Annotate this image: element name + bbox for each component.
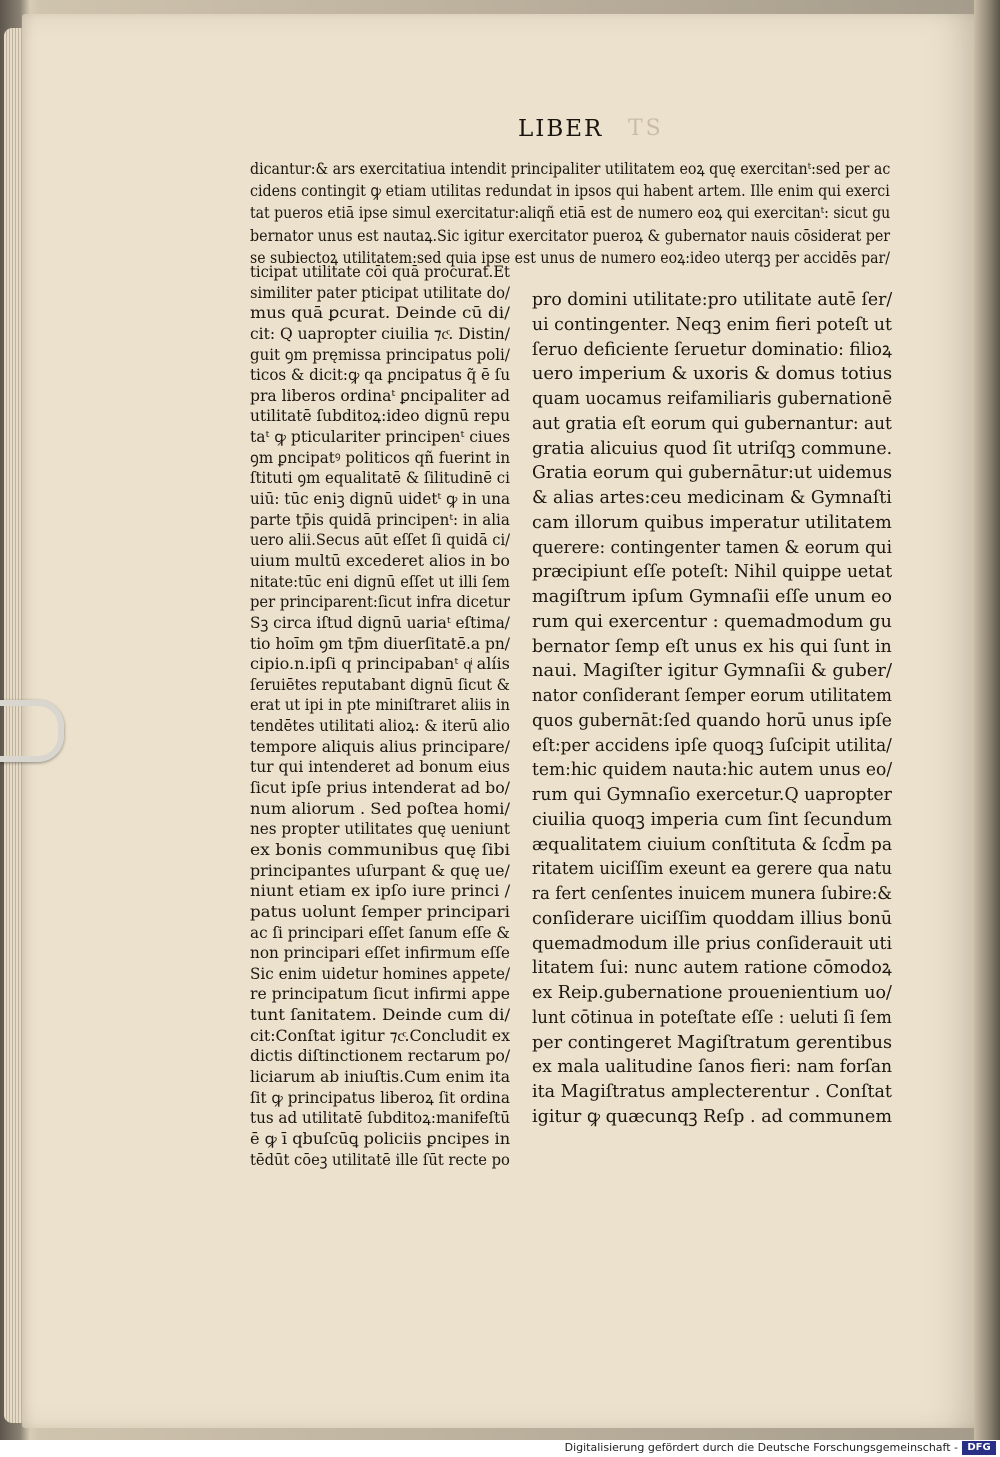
text-line: principantes uſurpant & quę ue/: [250, 861, 510, 880]
text-line: igitur ꝙ quӕcunqꝫ Reſp . ad communem: [532, 1106, 892, 1127]
text-line: ꝯm ꝑncipatꝰ politicos qñ fuerint in: [250, 448, 511, 467]
text-line: tem:hic quidem nauta:hic autem unus eo/: [532, 760, 893, 781]
text-line: ra fert cenſentes inuicem munera ſubire:&: [532, 884, 893, 904]
text-line: per principarent:ſicut infra dicetur: [250, 593, 511, 612]
text-line: Sꝫ circa iſtud dignū uariaᵗ eſtima/: [250, 613, 510, 632]
text-line: ſit ꝙ principatus liberoꝝ ſit ordina: [250, 1088, 510, 1107]
text-line: mus quā ꝑcurat. Deinde cū di/: [250, 304, 510, 323]
text-line: cipio.n.ipſi q principabanᵗ qͥ alíis: [250, 655, 510, 674]
text-line: ſtituti ꝯm equalitatē & ſilitudinē ci: [250, 469, 510, 488]
text-line: ſeruo deficiente ſeruetur dominatio: filioꝝ: [532, 339, 892, 360]
text-line: ticos & dicit:ꝙ qa ꝑncipatus q̃ ē ſu: [250, 366, 511, 385]
text-line: ex Reip.gubernatione prouenientium uo/: [532, 983, 892, 1003]
text-line: quos gubernāt:ſed quando horū unus ipſe: [532, 710, 892, 731]
text-line: utilitatē ſubditoꝝ:ideo dignū repu: [250, 407, 511, 426]
text-line: Gratia eorum qui gubernātur:ut uidemus: [532, 463, 893, 484]
text-line: re principatum ſicut infirmi appe: [250, 985, 510, 1004]
text-line: naui. Magiſter igitur Gymnaſii & guber/: [532, 661, 893, 682]
text-line: non principari eſſet infirmum eſſe: [250, 944, 510, 963]
text-line: niunt etiam ex ipſo iure princi /: [250, 882, 511, 901]
text-line: uiū: tūc eniꝫ dignū uidetᵗ ꝙ in una: [250, 490, 511, 509]
text-line: rum qui Gymnaſio exercetur.Q uapropter: [532, 785, 892, 805]
text-line: uero imperium & uxoris & domus totius: [532, 364, 893, 385]
text-line: ſeruiētes reputabant dignū ſicut &: [250, 675, 510, 694]
text-line: rum qui exercentur : quemadmodum gu: [532, 611, 892, 632]
text-line: ac ſi principari eſſet ſanum eſſe &: [250, 923, 510, 942]
text-line: cit: Q uapropter ciuilia ⁊cͨ. Distin/: [250, 324, 511, 343]
text-line: nes propter utilitates quę ueniunt: [250, 820, 510, 839]
text-line: dicantur:& ars exercitatiua intendit principaliter utilitatem eoꝝ quę exercitanᵗ:sed per ac: [250, 159, 891, 178]
text-line: guit ꝯm pręmissa principatus poli/: [250, 345, 510, 364]
text-line: ita Magiſtratus amplecterentur . Conſtat: [532, 1082, 892, 1102]
text-line: tempore aliquis alius principare/: [250, 737, 510, 756]
full-width-text-block: [250, 158, 890, 269]
text-line: querere: contingenter tamen & eorum qui: [532, 537, 892, 558]
running-head: LIBER: [518, 116, 604, 142]
text-line: taᵗ ꝙ pticulariter principenᵗ ciues: [250, 428, 511, 447]
dfg-logo[interactable]: DFG: [962, 1441, 996, 1455]
text-line: ex mala ualitudine ſanos fieri: nam forſan: [532, 1057, 893, 1078]
text-line: & alias artes:ceu medicinam & Gymnaſti: [532, 488, 892, 508]
show-through-text: TS: [628, 116, 664, 141]
text-line: patus uolunt ſemper principari: [250, 902, 510, 921]
text-line: ritatem uiciſſim exeunt ea gerere qua natu: [532, 859, 893, 880]
text-line: ſicut ipſe prius intenderat ad bo/: [250, 779, 510, 798]
text-line: ui contingenter. Neqꝫ enim fieri poteſt ut: [532, 314, 892, 335]
text-line: num aliorum . Sed poſtea homi/: [250, 799, 510, 818]
commentary-column: [250, 262, 510, 1170]
page-clip-icon: [0, 700, 64, 762]
text-line: bernator unus est nautaꝝ.Sic igitur exercitator pueroꝝ & gubernator nauis cōsiderat per: [250, 225, 891, 245]
text-line: quemadmodum ille prius conſiderauit uti: [532, 933, 893, 954]
text-line: tat pueros etiā ipse simul exercitatur:aliqñ etiā est de numero eoꝝ qui exercitanᵗ: sicut gu: [250, 203, 891, 223]
text-line: tēdūt cōeꝫ utilitatē ille ſūt recte po: [250, 1150, 510, 1169]
text-line: tendētes utilitati alioꝝ: & iterū alio: [250, 717, 510, 736]
text-line: dictis diſtinctionem rectarum po/: [250, 1047, 511, 1066]
text-line: uium multū excederet alios in bo: [250, 551, 510, 570]
text-line: erat ut ipi in pte miniſtraret aliis in: [250, 696, 510, 715]
text-line: uero alii.Secus aūt eſſet ſi quidā ci/: [250, 531, 511, 550]
book-right-edge: [974, 0, 1000, 1440]
text-line: ex bonis communibus quę ſibi: [250, 840, 510, 859]
text-line: tio hoīm ꝯm tp̄m diuerſitatē.a pn/: [250, 634, 511, 653]
text-line: bernator ſemp eſt unus ex his qui ſunt in: [532, 636, 892, 657]
text-line: tus ad utilitatē ſubditoꝝ:manifeſtū: [250, 1109, 510, 1128]
text-line: similiter pater pticipat utilitate do/: [250, 283, 510, 302]
text-line: cidens contingit ꝙ etiam utilitas redundat in ipsos qui habent artem. Ille enim qui exerci: [250, 181, 890, 201]
text-line: ē ꝙ ī qbuſcūꝗ policiis ꝑncipes in: [250, 1129, 511, 1148]
text-line: aut gratia eſt eorum qui gubernantur: aut: [532, 413, 892, 434]
text-line: tur qui intenderet ad bonum eius: [250, 758, 510, 777]
funding-credit: Digitalisierung gefördert durch die Deutsche Forschungsgemeinschaft -: [564, 1441, 958, 1454]
text-line: tunt ſanitatem. Deinde cum di/: [250, 1006, 511, 1025]
text-line: pro domini utilitate:pro utilitate autē ſer/: [532, 290, 893, 310]
text-line: ciuilia quoqꝫ imperia cum ſint ſecundum: [532, 809, 893, 830]
text-line: cam illorum quibus imperatur utilitatem: [532, 512, 892, 533]
text-line: magiſtrum ipſum Gymnaſii eſſe unum eo: [532, 587, 892, 607]
text-line: prӕcipiunt eſſe poteſt: Nihil quippe uetat: [532, 562, 893, 583]
text-line: pra liberos ordinaᵗ ꝑncipaliter ad: [250, 386, 510, 405]
translation-column: [532, 288, 892, 1130]
text-line: quam uocamus reifamiliaris gubernationē: [532, 389, 893, 409]
text-line: nator conſiderant ſemper eorum utilitatem: [532, 686, 892, 706]
text-line: eſt:per accidens ipſe quoqꝫ ſuſcipit utilita/: [532, 735, 892, 756]
text-line: ӕqualitatem ciuium conſtituta & ſcd̄m pa: [532, 834, 893, 855]
text-line: parte tp̄is quidā principenᵗ: in alia: [250, 510, 510, 529]
text-line: per contingeret Magiſtratum gerentibus: [532, 1032, 893, 1053]
text-line: lunt cōtinua in poteſtate eſſe : ueluti ſi ſem: [532, 1007, 892, 1028]
digitization-footer: [0, 1440, 1000, 1457]
text-line: nitate:tūc eni dignū eſſet ut illi ſem: [250, 572, 510, 591]
text-line: se subiectoꝝ utilitatem:sed quia ipse est unus de numero eoꝝ:ideo uterqꝫ per accidēs par/: [250, 247, 890, 267]
text-line: litatem ſui: nunc autem ratione cōmodoꝝ: [532, 958, 892, 979]
text-line: ticipat utilitate cōi quā procurat.Et: [250, 263, 510, 281]
text-line: liciarum ab iniuſtis.Cum enim ita: [250, 1067, 510, 1086]
text-line: conſiderare uiciſſim quoddam illius bonū: [532, 908, 893, 929]
text-line: gratia alicuius quod ſit utriſqꝫ commune.: [532, 438, 893, 459]
text-line: cit:Conſtat igitur ⁊cͨ.Concludit ex: [250, 1026, 511, 1045]
text-line: Sic enim uidetur homines appete/: [250, 964, 511, 983]
